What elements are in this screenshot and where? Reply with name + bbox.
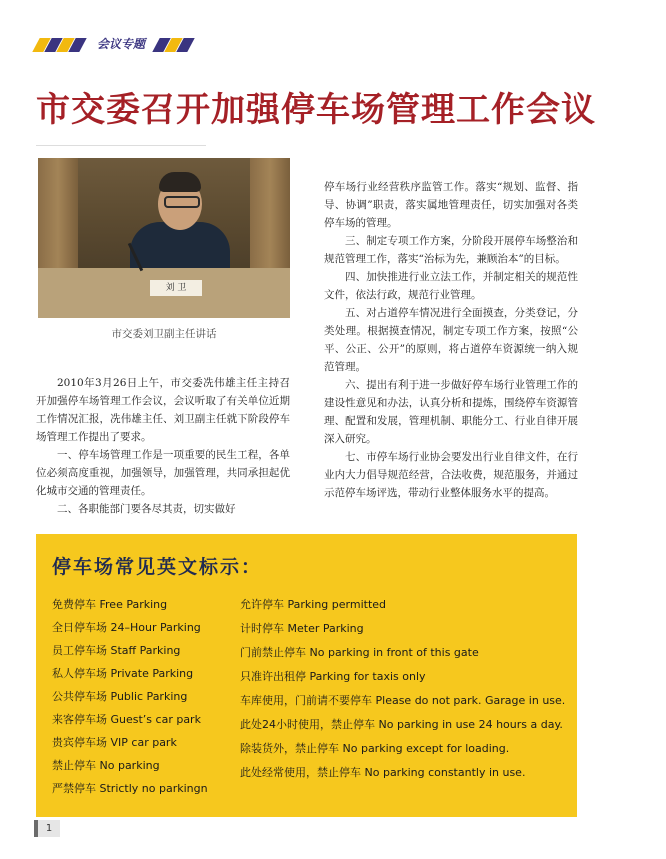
sign-zh: 除装货外，禁止停车 [240,742,339,755]
sign-zh: 此处24小时使用，禁止停车 [240,718,375,731]
sign-item [52,642,180,658]
paragraph: 二、各职能部门要各尽其责，切实做好 [57,503,236,515]
paragraph: 五、对占道停车情况进行全面摸查，分类登记，分类处理。根据摸查情况，制定专项工作方案，按照“公平、公正、公开”的原则，将占道停车资源统一纳入规范管理。 [324,307,578,373]
paragraph: 2010年3月26日上午，市交委冼伟雄主任主持召开加强停车场管理工作会议，会议听取了有关单位近期工作情况汇报，冼伟雄主任、刘卫副主任就下阶段停车场管理工作提出了要求。 [36,377,290,443]
sign-item [52,596,167,612]
section-tag-label: 会议专题 [90,37,152,52]
sign-item [52,619,201,635]
section-tag [34,38,184,54]
sign-item [240,692,565,708]
sign-zh: 全日停车场 [52,621,107,634]
sign-item [240,596,386,612]
article-column-right [324,178,578,502]
glasses [164,196,200,208]
paragraph: 六、提出有利于进一步做好停车场行业管理工作的建设性意见和办法，认真分析和提炼，围绕停车资源管理、配置和发展，管理机制、职能分工、行业自律开展深入研究。 [324,379,578,445]
sign-en: No parking except for loading. [342,742,510,755]
sign-en: Staff Parking [110,644,181,657]
signs-box-title: 停车场常见英文标示： [52,556,263,578]
sign-zh: 此处经常使用，禁止停车 [240,766,361,779]
photo-caption: 市交委刘卫副主任讲话 [111,328,217,340]
sign-item [240,644,479,660]
sign-en: Strictly no parkingn [99,782,208,795]
sign-zh: 严禁停车 [52,782,96,795]
sign-en: Parking for taxis only [309,670,426,683]
sign-zh: 门前禁止停车 [240,646,306,659]
page-title: 市交委召开加强停车场管理工作会议 [36,90,596,130]
sign-zh: 车库使用，门前请不要停车 [240,694,372,707]
sign-zh: 禁止停车 [52,759,96,772]
sign-en: 24–Hour Parking [110,621,201,634]
speaker-hair [159,172,201,192]
sign-en: VIP car park [110,736,177,749]
paragraph: 停车场行业经营秩序监管工作。落实“规划、监督、指导、协调”职责，落实属地管理责任，切实加强对各类停车场的管理。 [324,181,578,229]
sign-zh: 允许停车 [240,598,284,611]
sign-item [240,764,525,780]
sign-item [240,740,509,756]
sign-item [52,757,160,773]
sign-item [52,734,177,750]
nameplate: 刘 卫 [150,280,202,296]
sign-en: Public Parking [110,690,188,703]
sign-item [240,716,563,732]
sign-en: No parking [99,759,160,772]
sign-zh: 私人停车场 [52,667,107,680]
sign-en: No parking in front of this gate [309,646,479,659]
sign-zh: 公共停车场 [52,690,107,703]
sign-en: Guest’s car park [110,713,201,726]
divider [36,145,206,146]
paragraph: 三、制定专项工作方案，分阶段开展停车场整治和规范管理工作，落实“治标为先，兼顾治本”的目标。 [324,235,578,265]
sign-zh: 免费停车 [52,598,96,611]
paragraph: 一、停车场管理工作是一项重要的民生工程，各单位必须高度重视，加强领导，加强管理，共同承担起优化城市交通的管理责任。 [36,449,290,497]
sign-item [52,665,193,681]
sign-en: No parking in use 24 hours a day. [378,718,563,731]
sign-en: Free Parking [99,598,168,611]
sign-item [240,620,364,636]
sign-item [240,668,426,684]
page-number: 1 [38,820,60,837]
sign-en: Private Parking [110,667,194,680]
paragraph: 七、市停车场行业协会要发出行业自律文件，在行业内大力倡导规范经营，合法收费，规范服务，并通过示范停车场评选，带动行业整体服务水平的提高。 [324,451,578,499]
sign-en: Parking permitted [287,598,387,611]
speaker-photo [38,158,290,318]
sign-en: No parking constantly in use. [364,766,526,779]
sign-en: Meter Parking [287,622,364,635]
article-column-left [36,374,290,518]
sign-zh: 只准许出租停 [240,670,306,683]
sign-item [52,688,187,704]
sign-item [52,780,208,796]
sign-en: Please do not park. Garage in use. [375,694,566,707]
sign-zh: 来客停车场 [52,713,107,726]
sign-zh: 贵宾停车场 [52,736,107,749]
sign-zh: 计时停车 [240,622,284,635]
sign-item [52,711,201,727]
paragraph: 四、加快推进行业立法工作，并制定相关的规范性文件，依法行政，规范行业管理。 [324,271,578,301]
parking-signs-box [36,534,577,817]
sign-zh: 员工停车场 [52,644,107,657]
